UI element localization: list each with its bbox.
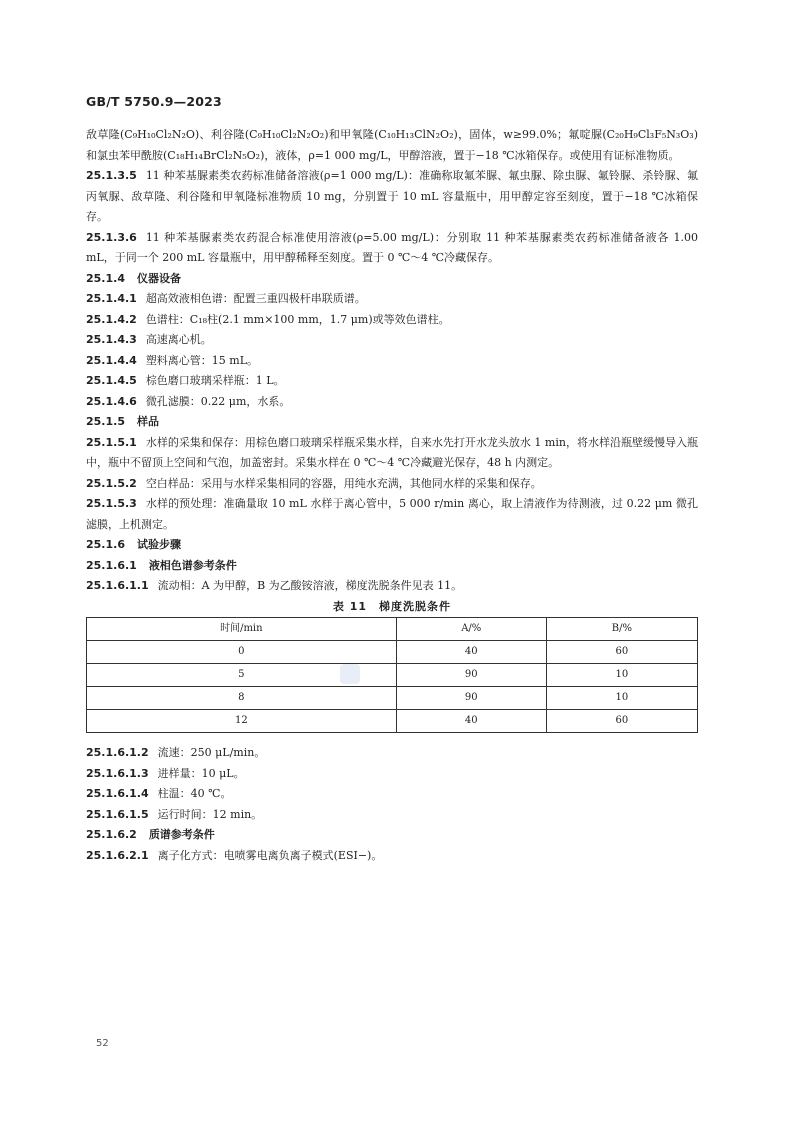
clause-text: 空白样品：采用与水样采集相同的容器，用纯水充满，其他同水样的采集和保存。 (145, 476, 542, 490)
section-heading-instruments (86, 269, 698, 290)
clause-text: 高速离心机。 (145, 333, 212, 346)
reagent-continuation (86, 125, 698, 166)
section-title: 质谱参考条件 (148, 828, 215, 841)
document-body (86, 125, 698, 866)
clause-number: 25.1.6.1.3 (86, 766, 149, 780)
clause-number: 25.1.4.1 (86, 292, 137, 305)
table-cell: 8 (87, 687, 397, 710)
section-heading-procedure (86, 535, 698, 556)
clause-25-1-4-5 (86, 371, 698, 392)
table-row (87, 664, 698, 687)
header-cell-time: 时间/min (87, 618, 397, 641)
clause-text: 11 种苯基脲素类农药混合标准使用溶液(ρ=5.00 mg/L)：分别取 11 种苯基脲素类农药标准储备液各 1.00 mL，于同一个 200 mL 容量瓶中，用甲醇稀释至刻度。置于 0 ℃～4 ℃冷藏保存。 (86, 230, 698, 264)
section-heading-ms-conditions (86, 825, 698, 846)
clause-text: 流速：250 μL/min。 (157, 746, 266, 759)
clause-number: 25.1.4.4 (86, 353, 137, 367)
clause-25-1-4-3 (86, 330, 698, 351)
clause-25-1-4-2 (86, 310, 698, 331)
clause-number: 25.1.4.3 (86, 333, 137, 346)
clause-number: 25.1.5.1 (86, 435, 137, 449)
section-number: 25.1.5 (86, 415, 125, 428)
section-number: 25.1.6 (86, 538, 125, 551)
section-title: 液相色谱参考条件 (148, 558, 237, 572)
table-cell: 0 (87, 641, 397, 664)
table-cell: 12 (87, 710, 397, 733)
clause-25-1-6-1-2 (86, 743, 698, 764)
table-row (87, 710, 698, 733)
clause-number: 25.1.6.1.1 (86, 579, 149, 592)
table-row (87, 641, 698, 664)
section-heading-lc-conditions (86, 556, 698, 577)
clause-text: 离子化方式：电喷雾电离负离子模式(ESI−)。 (157, 848, 383, 862)
table-caption: 表 11 梯度洗脱条件 (332, 599, 452, 613)
section-number: 25.1.6.1 (86, 558, 137, 572)
paragraph-text: 敌草隆(C₉H₁₀Cl₂N₂O)、利谷隆(C₉H₁₀Cl₂N₂O₂)和甲氧隆(C₁₀H₁₃ClN₂O₂)，固体，w≥99.0%；氟啶脲(C₂₀H₉Cl₃F₅N₃O₃)和氯虫苯甲酰胺(C₁₈H₁₄BrCl₂N₅O₂)，液体，ρ=1 000 mg/L，甲醇溶液，置于−18 ℃冰箱保存。或使用有证标准物质。 (86, 128, 698, 162)
clause-number: 25.1.5.3 (86, 497, 137, 510)
clause-text: 11 种苯基脲素类农药标准储备溶液(ρ=1 000 mg/L)：准确称取氟苯脲、氟虫脲、除虫脲、氟铃脲、杀铃脲、氟丙氧脲、敌草隆、利谷隆和甲氧隆标准物质 10 mg，分别置于 10 mL 容量瓶中，用甲醇定容至刻度，置于−18 ℃冰箱保存。 (86, 169, 698, 223)
clause-number: 25.1.6.1.4 (86, 787, 149, 800)
table-cell: 60 (546, 710, 697, 733)
clause-text: 塑料离心管：15 mL。 (145, 353, 259, 367)
table-cell: 90 (396, 687, 546, 710)
section-title: 试验步骤 (136, 538, 181, 551)
table-row (87, 687, 698, 710)
table-cell: 40 (396, 710, 546, 733)
clause-25-1-6-2-1 (86, 846, 698, 867)
clause-number: 25.1.6.1.5 (86, 807, 149, 821)
clause-number: 25.1.3.6 (86, 230, 137, 244)
table-cell: 10 (546, 687, 697, 710)
clause-text: 流动相：A 为甲醇，B 为乙酸铵溶液，梯度洗脱条件见表 11。 (157, 579, 463, 592)
table-cell: 90 (396, 664, 546, 687)
header-cell-a: A/% (396, 618, 546, 641)
clause-25-1-6-1-3 (86, 764, 698, 785)
table-cell: 10 (546, 664, 697, 687)
clause-text: 色谱柱：C₁₈柱(2.1 mm×100 mm，1.7 μm)或等效色谱柱。 (145, 312, 450, 326)
gradient-elution-table (86, 617, 698, 733)
clause-25-1-4-4 (86, 351, 698, 372)
clause-text: 柱温：40 ℃。 (157, 787, 232, 800)
clause-number: 25.1.4.2 (86, 312, 137, 326)
clause-25-1-5-2 (86, 474, 698, 495)
clause-25-1-6-1-4 (86, 784, 698, 805)
header-cell-b: B/% (546, 618, 697, 641)
clause-25-1-5-1 (86, 433, 698, 474)
clause-text: 水样的预处理：准确量取 10 mL 水样于离心管中，5 000 r/min 离心，取上清液作为待测液，过 0.22 μm 微孔滤膜，上机测定。 (86, 497, 698, 531)
clause-number: 25.1.6.1.2 (86, 746, 149, 759)
page-number: 52 (96, 1038, 109, 1049)
clause-number: 25.1.6.2.1 (86, 848, 149, 862)
clause-25-1-4-1 (86, 289, 698, 310)
clause-text: 微孔滤膜：0.22 μm，水系。 (145, 394, 291, 408)
clause-number: 25.1.4.6 (86, 394, 137, 408)
table-cell: 60 (546, 641, 697, 664)
section-title: 仪器设备 (136, 271, 181, 285)
table-header-row (87, 618, 698, 641)
table-cell: 5 (87, 664, 397, 687)
clause-text: 运行时间：12 min。 (157, 807, 263, 821)
section-heading-samples (86, 412, 698, 433)
section-number: 25.1.6.2 (86, 828, 137, 841)
clause-text: 超高效液相色谱：配置三重四极杆串联质谱。 (145, 292, 366, 305)
clause-number: 25.1.3.5 (86, 169, 137, 182)
clause-text: 水样的采集和保存：用棕色磨口玻璃采样瓶采集水样，自来水先打开水龙头放水 1 min，将水样沿瓶壁缓慢导入瓶中，瓶中不留顶上空间和气泡，加盖密封。采集水样在 0 ℃～4 ℃冷藏避光保存，48 h 内测定。 (86, 435, 698, 469)
clause-number: 25.1.4.5 (86, 374, 137, 387)
section-number: 25.1.4 (86, 271, 125, 285)
clause-25-1-5-3 (86, 494, 698, 535)
clause-number: 25.1.5.2 (86, 476, 137, 490)
section-title: 样品 (136, 415, 159, 428)
clause-text: 棕色磨口玻璃采样瓶：1 L。 (145, 374, 285, 387)
clause-25-1-6-1-5 (86, 805, 698, 826)
table-cell: 40 (396, 641, 546, 664)
clause-text: 进样量：10 μL。 (157, 766, 245, 780)
clause-25-1-6-1-1 (86, 576, 698, 597)
clause-25-1-3-5 (86, 166, 698, 228)
clause-25-1-3-6 (86, 228, 698, 269)
clause-25-1-4-6 (86, 392, 698, 413)
publisher-logo-watermark (340, 664, 360, 684)
standard-code-header: GB/T 5750.9—2023 (86, 94, 222, 109)
